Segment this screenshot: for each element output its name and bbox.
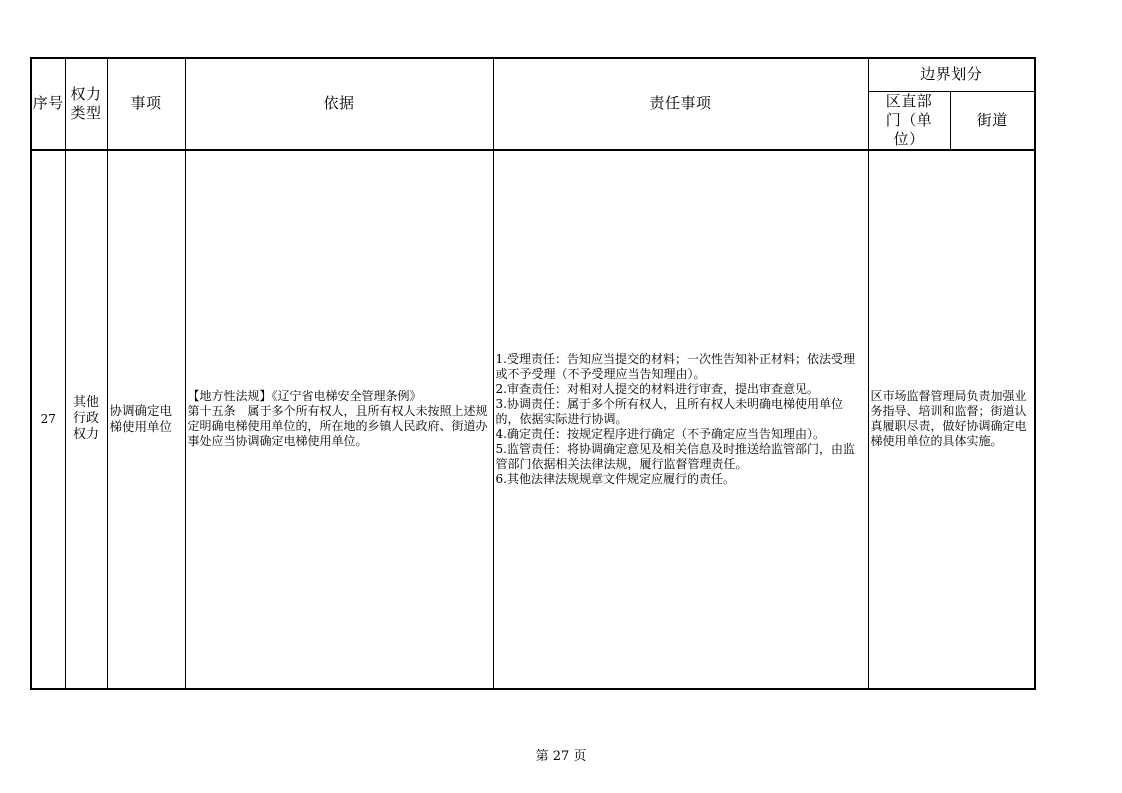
header-street: 街道 — [950, 91, 1035, 150]
header-responsibility: 责任事项 — [493, 58, 868, 150]
responsibility-item: 2.审查责任：对相对人提交的材料进行审查，提出审查意见。 — [495, 381, 819, 396]
header-power-type: 权力类型 — [65, 58, 107, 150]
responsibility-item: 6.其他法律法规规章文件规定应履行的责任。 — [495, 471, 735, 486]
responsibility-item: 4.确定责任：按规定程序进行确定（不予确定应当告知理由）。 — [495, 426, 825, 441]
district-dept-text: 区市场监督管理局负责加强业务指导、培训和监督；街道认真履职尽责，做好协调确定电梯使用单位的具体实施。 — [870, 389, 1027, 448]
power-list-table — [30, 57, 1036, 690]
responsibility-item: 5.监管责任：将协调确定意见及相关信息及时推送给监管部门，由监管部门依据相关法律法规，履行监督管理责任。 — [495, 441, 855, 471]
header-basis: 依据 — [185, 58, 493, 150]
cell-item: 协调确定电梯使用单位 — [107, 150, 185, 689]
cell-seq: 27 — [31, 150, 65, 689]
header-seq: 序号 — [31, 58, 65, 150]
cell-power-type: 其他行政权力 — [65, 150, 107, 689]
basis-title: 【地方性法规】《辽宁省电梯安全管理条例》 — [187, 389, 422, 403]
cell-district-dept — [868, 150, 1035, 689]
header-item: 事项 — [107, 58, 185, 150]
header-boundary: 边界划分 — [868, 58, 1035, 91]
basis-article: 第十五条 属于多个所有权人，且所有权人未按照上述规定明确电梯使用单位的，所在地的乡镇人民政府、街道办事处应当协调确定电梯使用单位。 — [187, 404, 488, 448]
page-number: 第 27 页 — [535, 749, 587, 764]
responsibility-item: 3.协调责任：属于多个所有权人，且所有权人未明确电梯使用单位的，依据实际进行协调。 — [495, 396, 843, 426]
cell-basis — [185, 150, 493, 689]
cell-responsibility — [493, 150, 868, 689]
header-district-dept: 区直部门（单位） — [868, 91, 950, 150]
responsibility-item: 1.受理责任：告知应当提交的材料；一次性告知补正材料；依法受理或不予受理（不予受理应当告知理由）。 — [495, 351, 855, 381]
